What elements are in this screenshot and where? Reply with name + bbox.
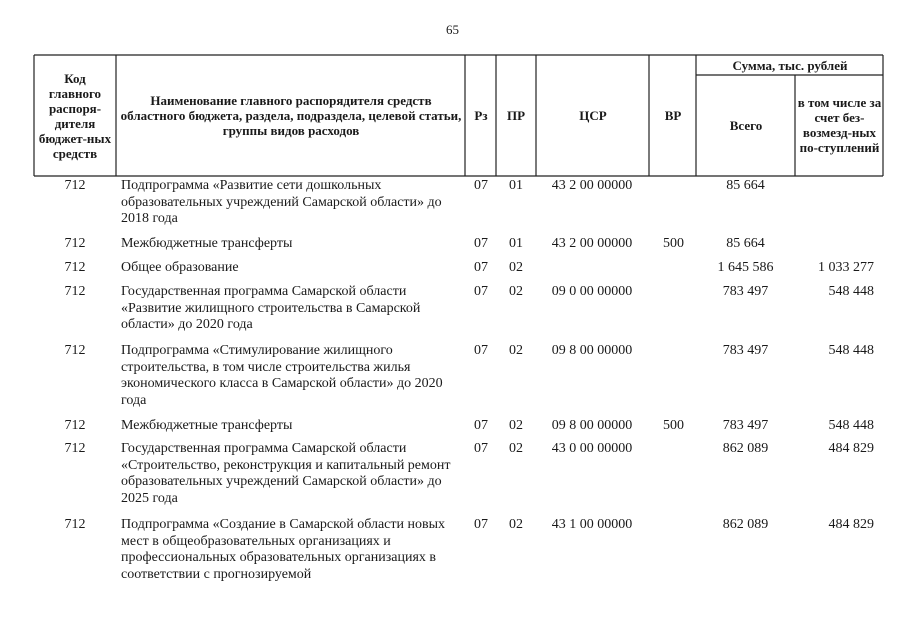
row-3-name: Государственная программа Самарской области «Развитие жилищного строительства в Самарской области» до 2020 года [121,284,421,332]
header-csr: ЦСР [579,108,607,123]
row-1-name: Межбюджетные трансферты [121,236,293,251]
row-0-total: 85 664 [726,178,765,193]
row-0-name: Подпрограмма «Развитие сети дошкольных образовательных учреждений Самарской области» до 2018 года [121,178,442,226]
row-3-free: 548 448 [828,284,874,299]
page-number: 65 [446,22,459,37]
row-3-csr: 09 0 00 00000 [551,284,633,299]
row-1-total: 85 664 [726,236,765,251]
row-6-name: Государственная программа Самарской области «Строительство, реконструкция и капитальный ремонт образовательных учреждений Самарской области» до 2025 года [121,441,451,506]
row-4-pr: 02 [509,343,523,358]
row-7-pr: 02 [509,517,523,532]
row-7-csr: 43 1 00 00000 [551,517,633,532]
row-4-name: Подпрограмма «Стимулирование жилищного строительства, в том числе строительства жилья экономического класса в Самарской области» до 2020 года [121,343,443,408]
row-5-rz: 07 [474,418,488,433]
row-2-code: 712 [64,260,86,275]
row-2-rz: 07 [474,260,488,275]
row-6-rz: 07 [474,441,488,456]
row-7-rz: 07 [474,517,488,532]
row-4-csr: 09 8 00 00000 [551,343,633,358]
header-code: Код главного распоря-дителя бюджет-ных средств [38,70,112,161]
header-pr: ПР [506,108,526,123]
row-5-total: 783 497 [722,418,769,433]
header-name: Наименование главного распорядителя средств областного бюджета, раздела, подраздела, целевой статьи, группы видов расходов [120,93,462,138]
row-3-rz: 07 [474,284,488,299]
header-vr: ВР [664,108,682,123]
row-0-rz: 07 [474,178,488,193]
row-1-csr: 43 2 00 00000 [551,236,633,251]
row-4-free: 548 448 [828,343,874,358]
row-1-code: 712 [64,236,86,251]
row-6-csr: 43 0 00 00000 [551,441,633,456]
row-0-csr: 43 2 00 00000 [551,178,633,193]
row-6-free: 484 829 [828,441,874,456]
row-5-code: 712 [64,418,86,433]
row-0-pr: 01 [509,178,523,193]
row-2-pr: 02 [509,260,523,275]
row-7-total: 862 089 [722,517,769,532]
row-6-pr: 02 [509,441,523,456]
row-5-csr: 09 8 00 00000 [551,418,633,433]
row-3-pr: 02 [509,284,523,299]
row-4-total: 783 497 [722,343,769,358]
row-5-name: Межбюджетные трансферты [121,418,293,433]
row-5-pr: 02 [509,418,523,433]
row-4-rz: 07 [474,343,488,358]
row-7-name: Подпрограмма «Создание в Самарской области новых мест в общеобразовательных организациях и профессиональных образовательных организациях в соответствии с прогнозируемой [121,517,446,582]
row-2-total: 1 645 586 [717,260,774,275]
row-5-vr: 500 [663,418,684,433]
row-3-code: 712 [64,284,86,299]
row-7-code: 712 [64,517,86,532]
row-0-code: 712 [64,178,86,193]
row-3-total: 783 497 [722,284,769,299]
row-7-free: 484 829 [828,517,874,532]
header-sum: Сумма, тыс. рублей [732,58,848,73]
row-1-pr: 01 [509,236,523,251]
row-2-name: Общее образование [121,260,239,275]
row-4-code: 712 [64,343,86,358]
header-free: в том числе за счет без-возмезд-ных по-ступлений [797,95,882,155]
header-rz: Рз [474,108,488,123]
row-5-free: 548 448 [828,418,874,433]
row-2-free: 1 033 277 [818,260,874,275]
row-6-total: 862 089 [722,441,769,456]
row-1-rz: 07 [474,236,488,251]
header-total: Всего [729,117,763,133]
row-1-vr: 500 [663,236,684,251]
row-6-code: 712 [64,441,86,456]
